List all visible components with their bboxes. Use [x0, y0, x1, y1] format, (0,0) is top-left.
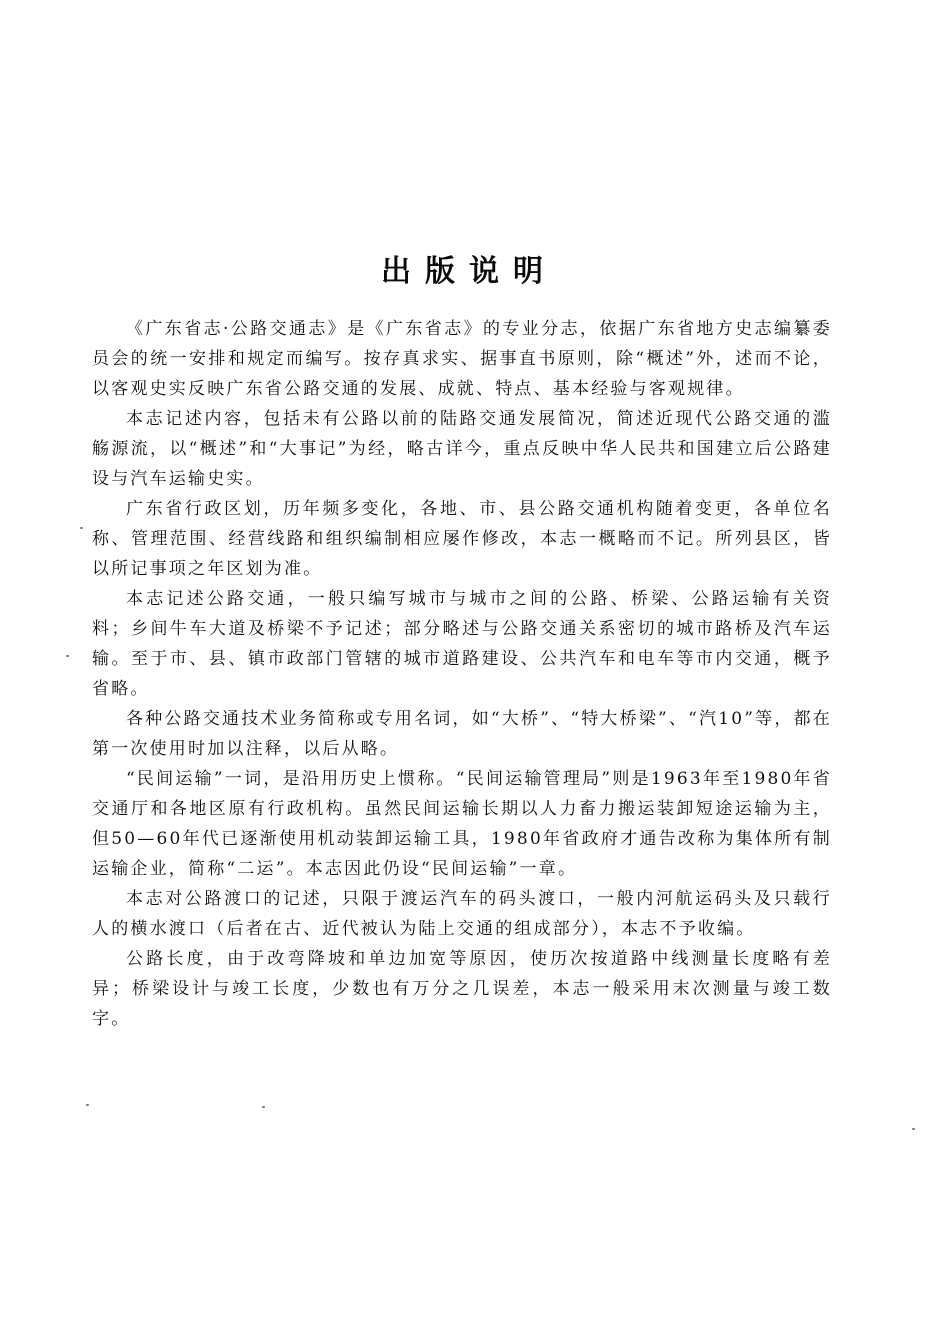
scan-speck	[80, 527, 83, 529]
page-title: 出版说明	[381, 254, 557, 290]
paragraph-7: 本志对公路渡口的记述，只限于渡运汽车的码头渡口，一般内河航运码头及只载行人的横水渡口（后者在古、近代被认为陆上交通的组成部分），本志不予收编。	[92, 889, 832, 939]
body-text	[92, 314, 832, 1034]
scan-speck	[912, 1128, 915, 1130]
paragraph-4: 本志记述公路交通，一般只编写城市与城市之间的公路、桥梁、公路运输有关资料；乡间牛车大道及桥梁不予记述；部分略述与公路交通关系密切的城市路桥及汽车运输。至于市、县、镇市政部门管辖的城市道路建设、公共汽车和电车等市内交通，概予省略。	[92, 589, 832, 699]
scan-speck	[66, 655, 69, 657]
scan-speck	[86, 1104, 89, 1106]
paragraph-8: 公路长度，由于改弯降坡和单边加宽等原因，使历次按道路中线测量长度略有差异；桥梁设计与竣工长度，少数也有万分之几误差，本志一般采用末次测量与竣工数字。	[92, 949, 832, 1029]
paragraph-1: 《广东省志·公路交通志》是《广东省志》的专业分志，依据广东省地方史志编纂委员会的统一安排和规定而编写。按存真求实、据事直书原则，除“概述”外，述而不论，以客观史实反映广东省公路交通的发展、成就、特点、基本经验与客观规律。	[92, 319, 832, 399]
paragraph-6: “民间运输”一词，是沿用历史上惯称。“民间运输管理局”则是1963年至1980年省交通厅和各地区原有行政机构。虽然民间运输长期以人力畜力搬运装卸短途运输为主，但50—60年代已逐渐使用机动装卸运输工具，1980年省政府才通告改称为集体所有制运输企业，简称“二运”。本志因此仍设“民间运输”一章。	[92, 769, 832, 879]
paragraph-5: 各种公路交通技术业务简称或专用名词，如“大桥”、“特大桥梁”、“汽10”等，都在第一次使用时加以注释，以后从略。	[92, 709, 832, 759]
scan-speck	[262, 1106, 265, 1108]
paragraph-2: 本志记述内容，包括未有公路以前的陆路交通发展简况，简述近现代公路交通的滥觞源流，以“概述”和“大事记”为经，略古详今，重点反映中华人民共和国建立后公路建设与汽车运输史实。	[92, 409, 832, 489]
paragraph-3: 广东省行政区划，历年频多变化，各地、市、县公路交通机构随着变更，各单位名称、管理范围、经营线路和组织编制相应屡作修改，本志一概略而不记。所列县区，皆以所记事项之年区划为准。	[92, 499, 832, 579]
